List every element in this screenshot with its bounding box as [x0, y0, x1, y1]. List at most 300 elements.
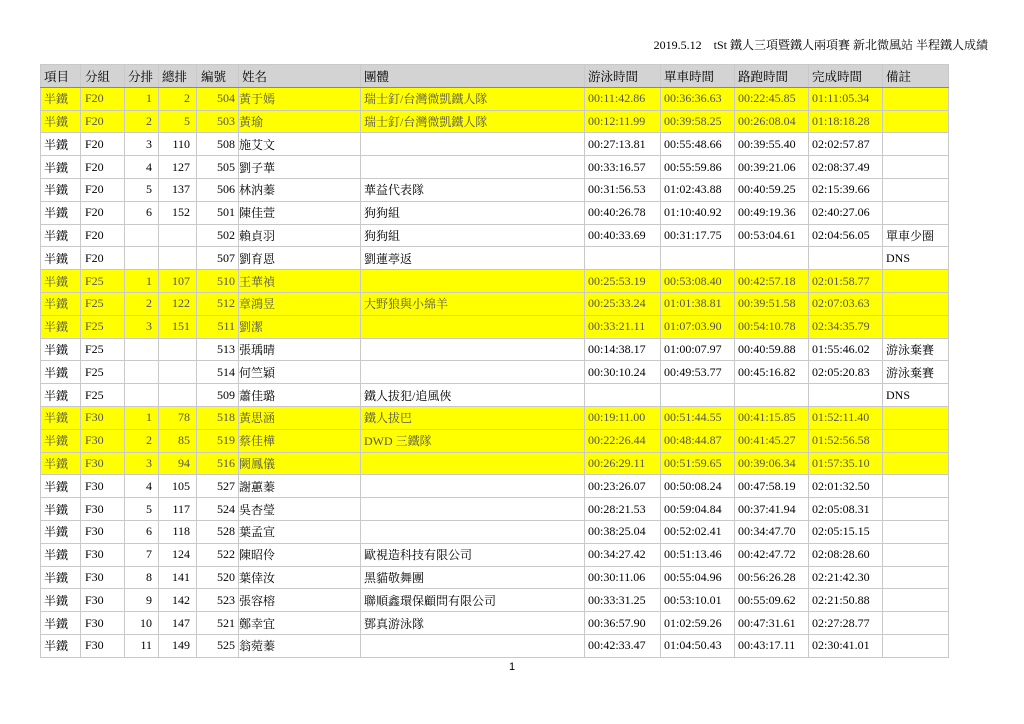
cell-note — [883, 612, 949, 635]
cell-swim-time: 00:30:11.06 — [585, 566, 661, 589]
cell-event: 半鐵 — [41, 566, 81, 589]
cell-note — [883, 429, 949, 452]
cell-team — [361, 498, 585, 521]
cell-group-rank: 3 — [125, 315, 159, 338]
cell-group-rank — [125, 224, 159, 247]
cell-note — [883, 315, 949, 338]
cell-swim-time: 00:33:16.57 — [585, 156, 661, 179]
cell-note: 游泳棄賽 — [883, 361, 949, 384]
table-header-row — [41, 65, 949, 88]
cell-team — [361, 338, 585, 361]
cell-overall-rank: 118 — [159, 520, 197, 543]
cell-note — [883, 452, 949, 475]
cell-run-time: 00:55:09.62 — [735, 589, 809, 612]
cell-swim-time: 00:25:53.19 — [585, 270, 661, 293]
cell-swim-time: 00:34:27.42 — [585, 543, 661, 566]
cell-swim-time: 00:31:56.53 — [585, 178, 661, 201]
cell-run-time: 00:42:57.18 — [735, 270, 809, 293]
cell-finish-time: 02:34:35.79 — [809, 315, 883, 338]
cell-finish-time: 02:07:03.63 — [809, 292, 883, 315]
cell-bib: 514 — [197, 361, 239, 384]
cell-name: 王華禎 — [239, 270, 361, 293]
cell-event: 半鐵 — [41, 110, 81, 133]
cell-finish-time: 02:05:08.31 — [809, 498, 883, 521]
cell-finish-time: 02:21:50.88 — [809, 589, 883, 612]
cell-swim-time: 00:33:21.11 — [585, 315, 661, 338]
cell-name: 劉潔 — [239, 315, 361, 338]
cell-bike-time: 00:53:10.01 — [661, 589, 735, 612]
cell-group-rank: 1 — [125, 270, 159, 293]
cell-group: F25 — [81, 361, 125, 384]
cell-name: 黃于嫣 — [239, 87, 361, 110]
cell-team: 瑞士釘/台灣微凱鐵人隊 — [361, 110, 585, 133]
cell-note — [883, 156, 949, 179]
cell-bike-time: 01:10:40.92 — [661, 201, 735, 224]
cell-team: 瑞士釘/台灣微凱鐵人隊 — [361, 87, 585, 110]
cell-group-rank: 1 — [125, 406, 159, 429]
cell-name: 劉育恩 — [239, 247, 361, 270]
cell-team — [361, 520, 585, 543]
cell-bike-time: 01:02:43.88 — [661, 178, 735, 201]
cell-group-rank — [125, 247, 159, 270]
cell-bib: 528 — [197, 520, 239, 543]
column-header-swim: 游泳時間 — [585, 65, 661, 88]
cell-event: 半鐵 — [41, 292, 81, 315]
cell-bib: 518 — [197, 406, 239, 429]
cell-note — [883, 292, 949, 315]
cell-bike-time: 01:00:07.97 — [661, 338, 735, 361]
cell-note — [883, 110, 949, 133]
cell-finish-time: 01:55:46.02 — [809, 338, 883, 361]
cell-run-time: 00:54:10.78 — [735, 315, 809, 338]
cell-bib: 503 — [197, 110, 239, 133]
cell-swim-time — [585, 247, 661, 270]
cell-note — [883, 543, 949, 566]
column-header-event: 項目 — [41, 65, 81, 88]
cell-finish-time: 01:52:56.58 — [809, 429, 883, 452]
cell-finish-time: 02:04:56.05 — [809, 224, 883, 247]
cell-overall-rank: 5 — [159, 110, 197, 133]
cell-team — [361, 475, 585, 498]
cell-swim-time: 00:25:33.24 — [585, 292, 661, 315]
cell-finish-time: 02:02:57.87 — [809, 133, 883, 156]
cell-run-time — [735, 384, 809, 407]
column-header-team: 團體 — [361, 65, 585, 88]
cell-bib: 506 — [197, 178, 239, 201]
cell-bib: 501 — [197, 201, 239, 224]
cell-run-time: 00:39:51.58 — [735, 292, 809, 315]
table-row — [41, 156, 949, 179]
table-row — [41, 498, 949, 521]
cell-swim-time: 00:14:38.17 — [585, 338, 661, 361]
cell-team — [361, 133, 585, 156]
cell-team: 狗狗組 — [361, 224, 585, 247]
cell-name: 鄭幸宜 — [239, 612, 361, 635]
cell-bike-time: 00:51:44.55 — [661, 406, 735, 429]
cell-note — [883, 270, 949, 293]
cell-group: F20 — [81, 201, 125, 224]
cell-bike-time: 01:07:03.90 — [661, 315, 735, 338]
cell-bib: 508 — [197, 133, 239, 156]
cell-team: DWD 三鐵隊 — [361, 429, 585, 452]
cell-group: F30 — [81, 520, 125, 543]
cell-group-rank: 2 — [125, 292, 159, 315]
cell-overall-rank: 149 — [159, 634, 197, 657]
cell-finish-time: 02:15:39.66 — [809, 178, 883, 201]
cell-name: 何竺穎 — [239, 361, 361, 384]
cell-bib: 502 — [197, 224, 239, 247]
cell-run-time: 00:45:16.82 — [735, 361, 809, 384]
table-row — [41, 634, 949, 657]
cell-event: 半鐵 — [41, 612, 81, 635]
cell-bike-time: 01:04:50.43 — [661, 634, 735, 657]
cell-name: 黃思涵 — [239, 406, 361, 429]
cell-team — [361, 315, 585, 338]
cell-team: 劉蓮葶返 — [361, 247, 585, 270]
cell-overall-rank: 105 — [159, 475, 197, 498]
cell-bib: 507 — [197, 247, 239, 270]
cell-bike-time: 01:02:59.26 — [661, 612, 735, 635]
cell-overall-rank: 137 — [159, 178, 197, 201]
table-row — [41, 270, 949, 293]
cell-bike-time: 00:49:53.77 — [661, 361, 735, 384]
cell-group: F20 — [81, 156, 125, 179]
cell-name: 張瑀晴 — [239, 338, 361, 361]
cell-swim-time: 00:28:21.53 — [585, 498, 661, 521]
cell-finish-time: 01:11:05.34 — [809, 87, 883, 110]
column-header-group: 分組 — [81, 65, 125, 88]
cell-bike-time: 00:53:08.40 — [661, 270, 735, 293]
cell-bib: 511 — [197, 315, 239, 338]
cell-bib: 519 — [197, 429, 239, 452]
cell-overall-rank: 127 — [159, 156, 197, 179]
cell-bib: 510 — [197, 270, 239, 293]
column-header-note: 備註 — [883, 65, 949, 88]
cell-note: 游泳棄賽 — [883, 338, 949, 361]
cell-bib: 523 — [197, 589, 239, 612]
cell-event: 半鐵 — [41, 270, 81, 293]
cell-group: F30 — [81, 429, 125, 452]
cell-team — [361, 361, 585, 384]
cell-note: DNS — [883, 384, 949, 407]
table-row — [41, 406, 949, 429]
cell-swim-time: 00:42:33.47 — [585, 634, 661, 657]
cell-bib: 527 — [197, 475, 239, 498]
cell-run-time: 00:41:15.85 — [735, 406, 809, 429]
cell-run-time: 00:41:45.27 — [735, 429, 809, 452]
cell-bike-time: 01:01:38.81 — [661, 292, 735, 315]
cell-finish-time: 02:08:37.49 — [809, 156, 883, 179]
page-title: 2019.5.12 tSt 鐵人三項暨鐵人兩項賽 新北微風站 半程鐵人成績 — [653, 38, 988, 52]
table-row — [41, 315, 949, 338]
cell-team: 黑貓敬舞團 — [361, 566, 585, 589]
cell-event: 半鐵 — [41, 361, 81, 384]
cell-name: 翁菀蓁 — [239, 634, 361, 657]
cell-bike-time: 00:55:04.96 — [661, 566, 735, 589]
cell-run-time: 00:47:31.61 — [735, 612, 809, 635]
cell-run-time: 00:43:17.11 — [735, 634, 809, 657]
cell-group-rank: 8 — [125, 566, 159, 589]
cell-name: 謝蕙蓁 — [239, 475, 361, 498]
cell-swim-time — [585, 384, 661, 407]
cell-team: 聯順鑫環保顧問有限公司 — [361, 589, 585, 612]
cell-team — [361, 270, 585, 293]
cell-name: 張容榕 — [239, 589, 361, 612]
cell-group-rank: 10 — [125, 612, 159, 635]
cell-group-rank: 2 — [125, 429, 159, 452]
cell-name: 蕭佳璐 — [239, 384, 361, 407]
cell-bike-time: 00:51:13.46 — [661, 543, 735, 566]
cell-bike-time: 00:50:08.24 — [661, 475, 735, 498]
cell-name: 劉子華 — [239, 156, 361, 179]
column-header-finish: 完成時間 — [809, 65, 883, 88]
table-row — [41, 224, 949, 247]
cell-finish-time: 02:27:28.77 — [809, 612, 883, 635]
cell-finish-time: 02:01:32.50 — [809, 475, 883, 498]
cell-bib: 522 — [197, 543, 239, 566]
cell-group-rank — [125, 361, 159, 384]
cell-swim-time: 00:12:11.99 — [585, 110, 661, 133]
cell-run-time: 00:39:06.34 — [735, 452, 809, 475]
cell-run-time: 00:56:26.28 — [735, 566, 809, 589]
cell-name: 闕鳳儀 — [239, 452, 361, 475]
cell-group: F25 — [81, 384, 125, 407]
cell-name: 黃瑜 — [239, 110, 361, 133]
cell-name: 賴貞羽 — [239, 224, 361, 247]
cell-event: 半鐵 — [41, 224, 81, 247]
cell-group: F20 — [81, 87, 125, 110]
column-header-bib: 編號 — [197, 65, 239, 88]
cell-group-rank — [125, 338, 159, 361]
cell-finish-time: 02:05:20.83 — [809, 361, 883, 384]
cell-group: F30 — [81, 452, 125, 475]
column-header-run: 路跑時間 — [735, 65, 809, 88]
cell-overall-rank: 122 — [159, 292, 197, 315]
cell-event: 半鐵 — [41, 589, 81, 612]
cell-event: 半鐵 — [41, 634, 81, 657]
cell-swim-time: 00:36:57.90 — [585, 612, 661, 635]
cell-swim-time: 00:22:26.44 — [585, 429, 661, 452]
cell-finish-time — [809, 247, 883, 270]
cell-note — [883, 498, 949, 521]
cell-finish-time: 02:08:28.60 — [809, 543, 883, 566]
cell-team: 狗狗組 — [361, 201, 585, 224]
cell-group: F20 — [81, 178, 125, 201]
table-row — [41, 247, 949, 270]
cell-event: 半鐵 — [41, 498, 81, 521]
cell-run-time: 00:42:47.72 — [735, 543, 809, 566]
cell-run-time: 00:34:47.70 — [735, 520, 809, 543]
cell-overall-rank: 94 — [159, 452, 197, 475]
cell-bike-time: 00:52:02.41 — [661, 520, 735, 543]
cell-group-rank: 3 — [125, 133, 159, 156]
table-row — [41, 543, 949, 566]
cell-group-rank: 6 — [125, 201, 159, 224]
cell-team: 華益代表隊 — [361, 178, 585, 201]
column-header-overall-rank: 總排 — [159, 65, 197, 88]
cell-group-rank: 7 — [125, 543, 159, 566]
cell-event: 半鐵 — [41, 201, 81, 224]
cell-run-time: 00:26:08.04 — [735, 110, 809, 133]
table-row — [41, 110, 949, 133]
cell-note — [883, 178, 949, 201]
cell-event: 半鐵 — [41, 247, 81, 270]
cell-team — [361, 156, 585, 179]
cell-group-rank: 11 — [125, 634, 159, 657]
cell-group: F30 — [81, 634, 125, 657]
cell-note — [883, 634, 949, 657]
cell-overall-rank — [159, 384, 197, 407]
cell-overall-rank: 110 — [159, 133, 197, 156]
cell-swim-time: 00:23:26.07 — [585, 475, 661, 498]
cell-finish-time: 02:30:41.01 — [809, 634, 883, 657]
cell-overall-rank: 152 — [159, 201, 197, 224]
cell-bib: 520 — [197, 566, 239, 589]
column-header-group-rank: 分排 — [125, 65, 159, 88]
cell-event: 半鐵 — [41, 452, 81, 475]
cell-group: F25 — [81, 338, 125, 361]
cell-event: 半鐵 — [41, 384, 81, 407]
cell-event: 半鐵 — [41, 520, 81, 543]
cell-swim-time: 00:30:10.24 — [585, 361, 661, 384]
cell-bib: 505 — [197, 156, 239, 179]
cell-finish-time: 01:18:18.28 — [809, 110, 883, 133]
table-row — [41, 384, 949, 407]
cell-group: F30 — [81, 475, 125, 498]
cell-event: 半鐵 — [41, 338, 81, 361]
cell-group: F30 — [81, 566, 125, 589]
cell-group-rank: 5 — [125, 498, 159, 521]
cell-event: 半鐵 — [41, 156, 81, 179]
table-row — [41, 566, 949, 589]
cell-group-rank: 2 — [125, 110, 159, 133]
cell-name: 施艾文 — [239, 133, 361, 156]
cell-event: 半鐵 — [41, 133, 81, 156]
page-number: 1 — [508, 661, 516, 673]
table-row — [41, 338, 949, 361]
cell-overall-rank: 78 — [159, 406, 197, 429]
cell-group-rank — [125, 384, 159, 407]
cell-bike-time — [661, 384, 735, 407]
cell-group-rank: 9 — [125, 589, 159, 612]
cell-event: 半鐵 — [41, 406, 81, 429]
cell-event: 半鐵 — [41, 178, 81, 201]
cell-group-rank: 1 — [125, 87, 159, 110]
table-row — [41, 520, 949, 543]
cell-overall-rank: 2 — [159, 87, 197, 110]
cell-group-rank: 5 — [125, 178, 159, 201]
cell-finish-time: 02:40:27.06 — [809, 201, 883, 224]
cell-name: 林汭蓁 — [239, 178, 361, 201]
cell-overall-rank: 141 — [159, 566, 197, 589]
cell-swim-time: 00:19:11.00 — [585, 406, 661, 429]
cell-overall-rank: 124 — [159, 543, 197, 566]
cell-bike-time: 00:59:04.84 — [661, 498, 735, 521]
column-header-name: 姓名 — [239, 65, 361, 88]
table-row — [41, 589, 949, 612]
cell-group: F20 — [81, 133, 125, 156]
cell-swim-time: 00:38:25.04 — [585, 520, 661, 543]
cell-group: F25 — [81, 270, 125, 293]
table-row — [41, 87, 949, 110]
cell-bike-time: 00:55:48.66 — [661, 133, 735, 156]
cell-bib: 516 — [197, 452, 239, 475]
cell-bib: 513 — [197, 338, 239, 361]
cell-team: 大野狼與小綿羊 — [361, 292, 585, 315]
cell-group: F30 — [81, 543, 125, 566]
cell-note: 單車少圈 — [883, 224, 949, 247]
cell-name: 吳杏瑩 — [239, 498, 361, 521]
cell-note — [883, 201, 949, 224]
cell-bike-time: 00:39:58.25 — [661, 110, 735, 133]
cell-finish-time: 01:57:35.10 — [809, 452, 883, 475]
cell-finish-time: 02:21:42.30 — [809, 566, 883, 589]
cell-finish-time: 02:05:15.15 — [809, 520, 883, 543]
cell-group: F25 — [81, 315, 125, 338]
cell-bike-time: 00:51:59.65 — [661, 452, 735, 475]
table-row — [41, 133, 949, 156]
cell-run-time: 00:40:59.88 — [735, 338, 809, 361]
cell-overall-rank — [159, 224, 197, 247]
cell-bib: 524 — [197, 498, 239, 521]
cell-run-time: 00:49:19.36 — [735, 201, 809, 224]
table-row — [41, 452, 949, 475]
cell-event: 半鐵 — [41, 429, 81, 452]
cell-note — [883, 133, 949, 156]
cell-swim-time: 00:40:33.69 — [585, 224, 661, 247]
cell-note — [883, 566, 949, 589]
cell-run-time: 00:39:21.06 — [735, 156, 809, 179]
cell-finish-time — [809, 384, 883, 407]
cell-name: 蔡佳樺 — [239, 429, 361, 452]
cell-group-rank: 4 — [125, 156, 159, 179]
cell-swim-time: 00:40:26.78 — [585, 201, 661, 224]
cell-event: 半鐵 — [41, 475, 81, 498]
cell-event: 半鐵 — [41, 315, 81, 338]
cell-run-time: 00:53:04.61 — [735, 224, 809, 247]
cell-group: F20 — [81, 110, 125, 133]
table-row — [41, 475, 949, 498]
cell-group-rank: 3 — [125, 452, 159, 475]
cell-note — [883, 406, 949, 429]
table-row — [41, 429, 949, 452]
cell-finish-time: 01:52:11.40 — [809, 406, 883, 429]
cell-event: 半鐵 — [41, 543, 81, 566]
cell-bib: 521 — [197, 612, 239, 635]
cell-bike-time: 00:48:44.87 — [661, 429, 735, 452]
table-row — [41, 201, 949, 224]
cell-name: 章鴻昱 — [239, 292, 361, 315]
cell-group: F20 — [81, 247, 125, 270]
cell-team — [361, 452, 585, 475]
cell-overall-rank — [159, 361, 197, 384]
cell-name: 陳昭伶 — [239, 543, 361, 566]
cell-swim-time: 00:11:42.86 — [585, 87, 661, 110]
cell-bib: 525 — [197, 634, 239, 657]
cell-team: 鐵人拔巴 — [361, 406, 585, 429]
cell-group: F20 — [81, 224, 125, 247]
cell-bike-time: 00:31:17.75 — [661, 224, 735, 247]
cell-bib: 512 — [197, 292, 239, 315]
cell-run-time: 00:47:58.19 — [735, 475, 809, 498]
cell-group: F30 — [81, 498, 125, 521]
cell-bike-time — [661, 247, 735, 270]
cell-finish-time: 02:01:58.77 — [809, 270, 883, 293]
cell-name: 陳佳萱 — [239, 201, 361, 224]
cell-run-time: 00:40:59.25 — [735, 178, 809, 201]
cell-team: 歐視造科技有限公司 — [361, 543, 585, 566]
cell-overall-rank — [159, 247, 197, 270]
